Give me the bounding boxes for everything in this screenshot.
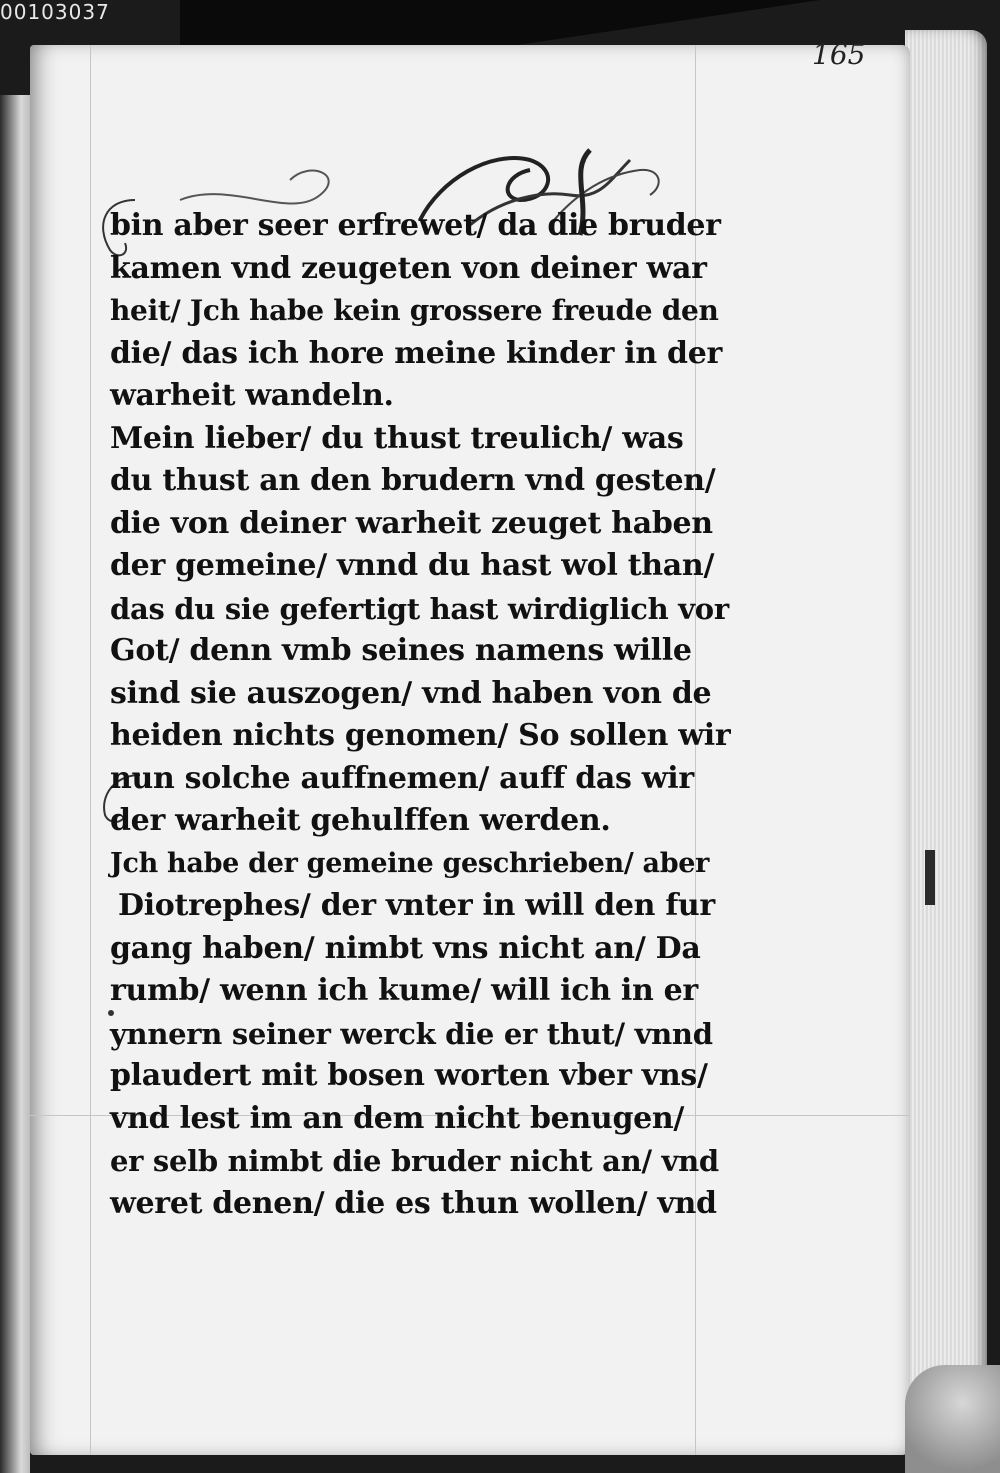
text-line: heit/ Jch habe kein grossere freude den [110,294,719,327]
text-line: ynnern seiner werck die er thut/ vnnd [110,1016,713,1051]
book-fore-edge [905,30,987,1470]
text-line: das du sie gefertigt hast wirdiglich vor [110,591,729,626]
text-line: vnd lest im an dem nicht benugen/ [110,1100,685,1136]
ruling-line-left [90,45,91,1455]
text-line: rumb/ wenn ich kume/ will ich in er [110,973,698,1008]
text-line: gang haben/ nimbt vns nicht an/ Da [110,930,701,966]
text-line: Mein lieber/ du thust treulich/ was [110,420,684,456]
holding-thumb [905,1365,1000,1473]
text-line: Got/ denn vmb seines namens wille [110,633,692,668]
archive-id-label: 00103037 [0,0,110,24]
text-line: nun solche auffnemen/ auff das wir [110,760,694,796]
text-line: warheit wandeln. [110,378,394,413]
folio-number: 165 [812,38,866,71]
previous-page-edge [0,95,30,1473]
text-line: kamen vnd zeugeten von deiner war [110,250,707,286]
text-line: die von deiner warheit zeuget haben [110,505,713,541]
text-line: der gemeine/ vnnd du hast wol than/ [110,548,715,583]
text-line: heiden nichts genomen/ So sollen wir [110,718,731,753]
text-line: Diotrephes/ der vnter in will den fur [118,888,715,923]
text-line: der warheit gehulffen werden. [110,803,611,838]
ribbon-marker [925,850,935,905]
manuscript-text [110,205,730,1225]
text-line: die/ das ich hore meine kinder in der [110,335,722,371]
text-line: bin aber seer erfrewet/ da die bruder [110,208,721,243]
text-line: du thust an den brudern vnd gesten/ [110,463,716,498]
text-line: plaudert mit bosen worten vber vns/ [110,1058,708,1093]
text-line: sind sie auszogen/ vnd haben von de [110,675,712,711]
text-line: weret denen/ die es thun wollen/ vnd [110,1185,717,1221]
text-line: er selb nimbt die bruder nicht an/ vnd [110,1144,719,1178]
text-line: Jch habe der gemeine geschrieben/ aber [110,847,710,879]
